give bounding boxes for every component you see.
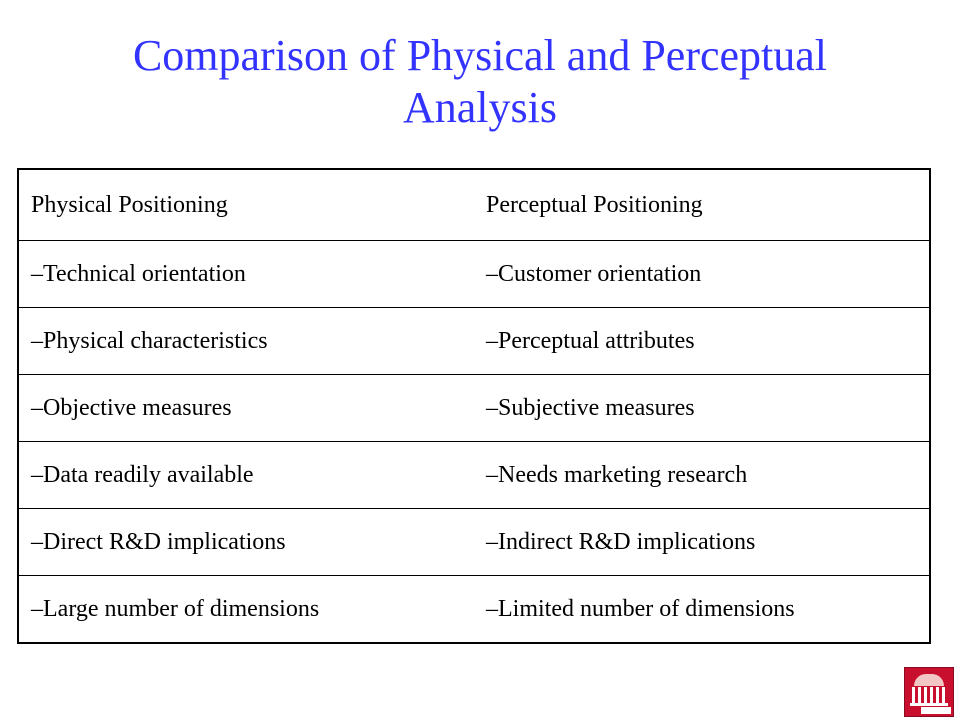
perceptual-cell: –Subjective measures [474, 375, 930, 442]
slide-title-line-2: Analysis [403, 83, 557, 132]
perceptual-cell: –Customer orientation [474, 241, 930, 308]
slide-title-line-1: Comparison of Physical and Perceptual [132, 31, 828, 80]
table-row [18, 375, 930, 442]
table-row [18, 442, 930, 509]
slide-title [0, 30, 960, 134]
physical-cell: –Objective measures [18, 375, 474, 442]
logo-dome [914, 674, 944, 686]
mit-sloan-logo-icon [904, 667, 954, 717]
header-physical-positioning: Physical Positioning [18, 169, 474, 241]
perceptual-cell: –Needs marketing research [474, 442, 930, 509]
physical-cell: –Direct R&D implications [18, 509, 474, 576]
table-row [18, 576, 930, 644]
table-row [18, 241, 930, 308]
logo-base [910, 703, 948, 706]
header-perceptual-positioning: Perceptual Positioning [474, 169, 930, 241]
table-row [18, 308, 930, 375]
physical-cell: –Technical orientation [18, 241, 474, 308]
perceptual-cell: –Limited number of dimensions [474, 576, 930, 644]
logo-wordmark [921, 707, 951, 714]
perceptual-cell: –Perceptual attributes [474, 308, 930, 375]
table-row [18, 509, 930, 576]
table-header-row [18, 169, 930, 241]
physical-cell: –Data readily available [18, 442, 474, 509]
logo-columns [912, 687, 946, 703]
comparison-table [17, 168, 931, 644]
physical-cell: –Physical characteristics [18, 308, 474, 375]
perceptual-cell: –Indirect R&D implications [474, 509, 930, 576]
physical-cell: –Large number of dimensions [18, 576, 474, 644]
